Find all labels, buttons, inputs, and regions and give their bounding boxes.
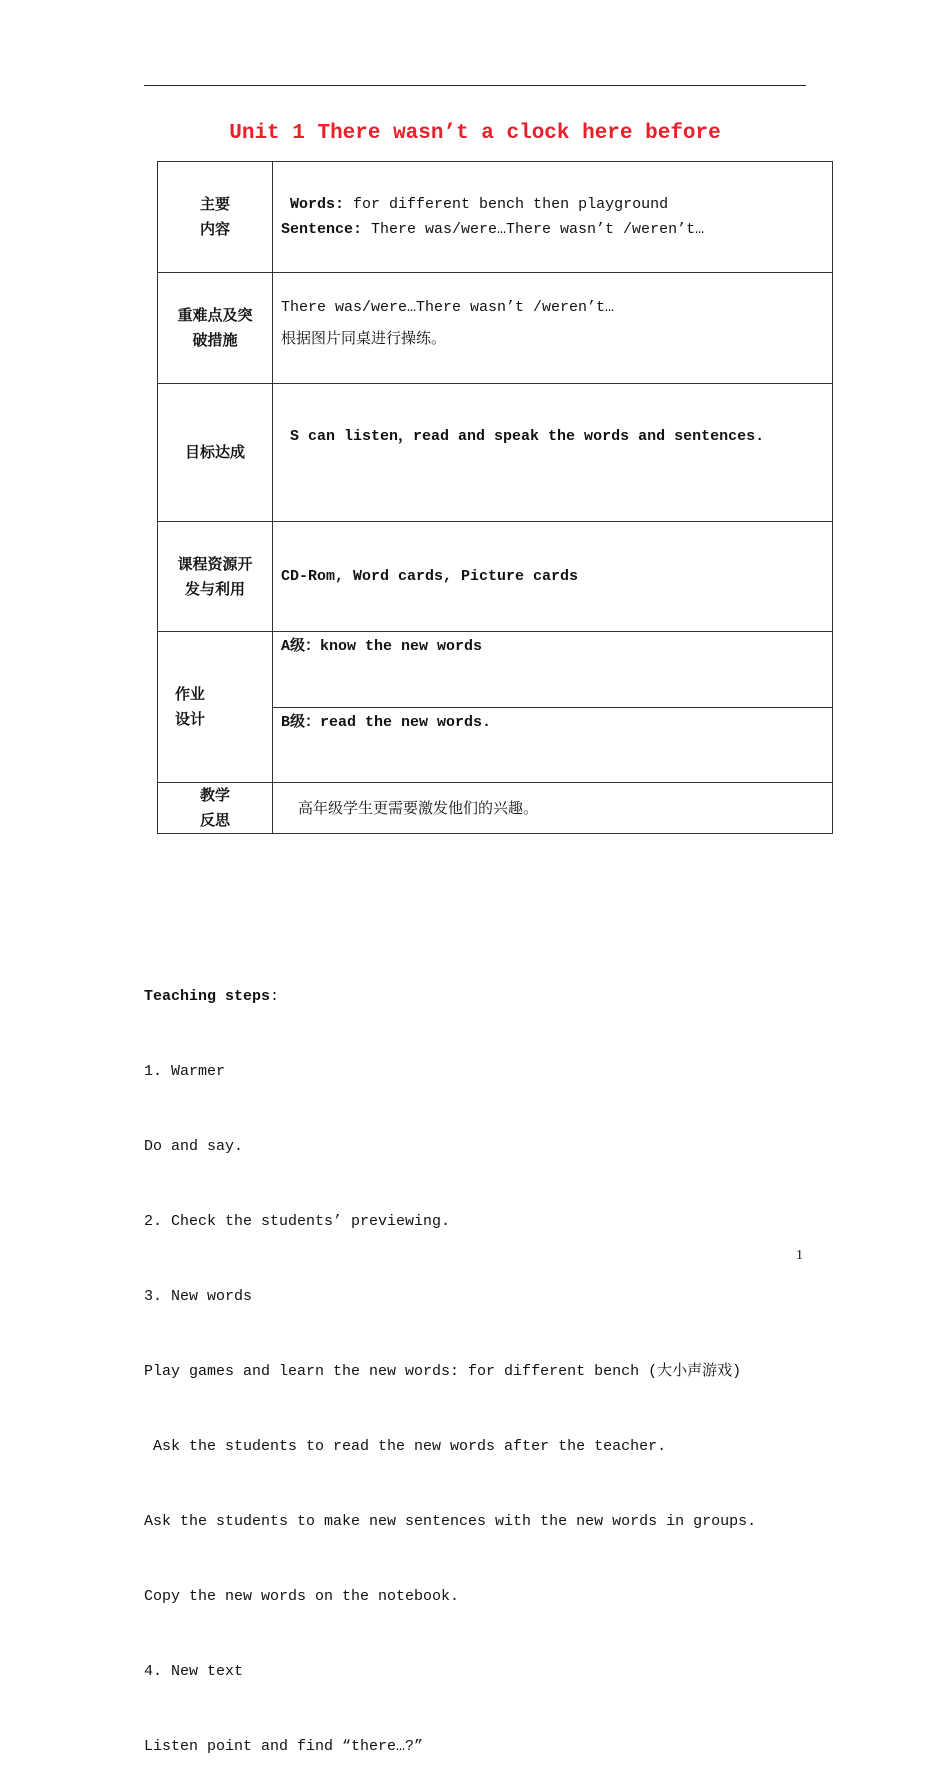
- key-points-line-2: 根据图片同桌进行操练。: [281, 329, 447, 347]
- label-line: 重难点及突: [177, 306, 253, 324]
- label-line: 破措施: [192, 331, 238, 349]
- row-homework-a: [158, 632, 833, 708]
- row-goals: [158, 384, 833, 522]
- sentence-line: [281, 217, 832, 242]
- row-main-content: [158, 162, 833, 273]
- cell-homework-a: [273, 632, 833, 708]
- label-resources: [158, 522, 273, 632]
- step-line: Ask the students to make new sentences with the new words in groups.: [144, 1513, 757, 1530]
- key-points-line-1: There was/were…There wasn’t /weren’t…: [281, 299, 615, 316]
- label-homework: [158, 632, 273, 783]
- label-line: 发与利用: [184, 579, 245, 598]
- homework-level-b: B级：read the new words.: [281, 714, 492, 731]
- lesson-plan-table: [157, 161, 833, 834]
- cell-homework-b: [273, 708, 833, 783]
- step-line: 4. New text: [144, 1663, 244, 1680]
- label-line: 目标达成: [184, 443, 245, 461]
- label-line: 主要: [199, 195, 230, 213]
- resources-text: CD-Rom, Word cards, Picture cards: [281, 568, 579, 585]
- cell-goals: [273, 384, 833, 522]
- label-line: 作业: [175, 685, 206, 703]
- sentence-label: Sentence:: [281, 221, 363, 238]
- sentence-text: There was/were…There wasn’t /weren’t…: [362, 221, 705, 238]
- header-rule: [144, 85, 806, 86]
- steps-heading-line: [144, 984, 756, 1009]
- steps-heading: Teaching steps: [144, 988, 271, 1005]
- words-label: Words:: [290, 196, 345, 213]
- cell-reflection: [273, 783, 833, 834]
- reflection-text: 高年级学生更需要激发他们的兴趣。: [298, 798, 539, 817]
- step-line: Do and say.: [144, 1138, 244, 1155]
- step-line: Listen point and find “there…?”: [144, 1738, 424, 1755]
- goals-text: [281, 424, 832, 449]
- label-reflection: [158, 783, 273, 834]
- step-line: Play games and learn the new words: for different bench (大小声游戏): [144, 1363, 742, 1380]
- goals-text-value: S can listen，read and speak the words and sentences.: [290, 428, 765, 445]
- label-key-points: [158, 273, 273, 384]
- words-text: for different bench then playground: [344, 196, 669, 213]
- step-line: 2. Check the students’ previewing.: [144, 1213, 451, 1230]
- label-line: 教学: [199, 786, 230, 804]
- cell-resources: [273, 522, 833, 632]
- words-line: [281, 192, 832, 217]
- label-goals: [158, 384, 273, 522]
- cell-key-points: [273, 273, 833, 384]
- step-line: 1. Warmer: [144, 1063, 226, 1080]
- label-line: 设计: [175, 710, 206, 728]
- steps-heading-colon: :: [270, 988, 280, 1005]
- label-line: 课程资源开: [177, 554, 253, 573]
- step-line: Copy the new words on the notebook.: [144, 1588, 460, 1605]
- step-line: Ask the students to read the new words after the teacher.: [144, 1438, 667, 1455]
- label-line: 反思: [199, 811, 230, 829]
- page-title: Unit 1 There wasn’t a clock here before: [229, 122, 721, 145]
- cell-main-content: [273, 162, 833, 273]
- label-main-content: [158, 162, 273, 273]
- label-line: 内容: [199, 220, 230, 238]
- row-reflection: [158, 783, 833, 834]
- row-key-points: [158, 273, 833, 384]
- teaching-steps: [144, 934, 756, 1784]
- page-number: 1: [796, 1248, 803, 1263]
- step-line: 3. New words: [144, 1288, 253, 1305]
- row-resources: [158, 522, 833, 632]
- homework-level-a: A级：know the new words: [281, 638, 483, 655]
